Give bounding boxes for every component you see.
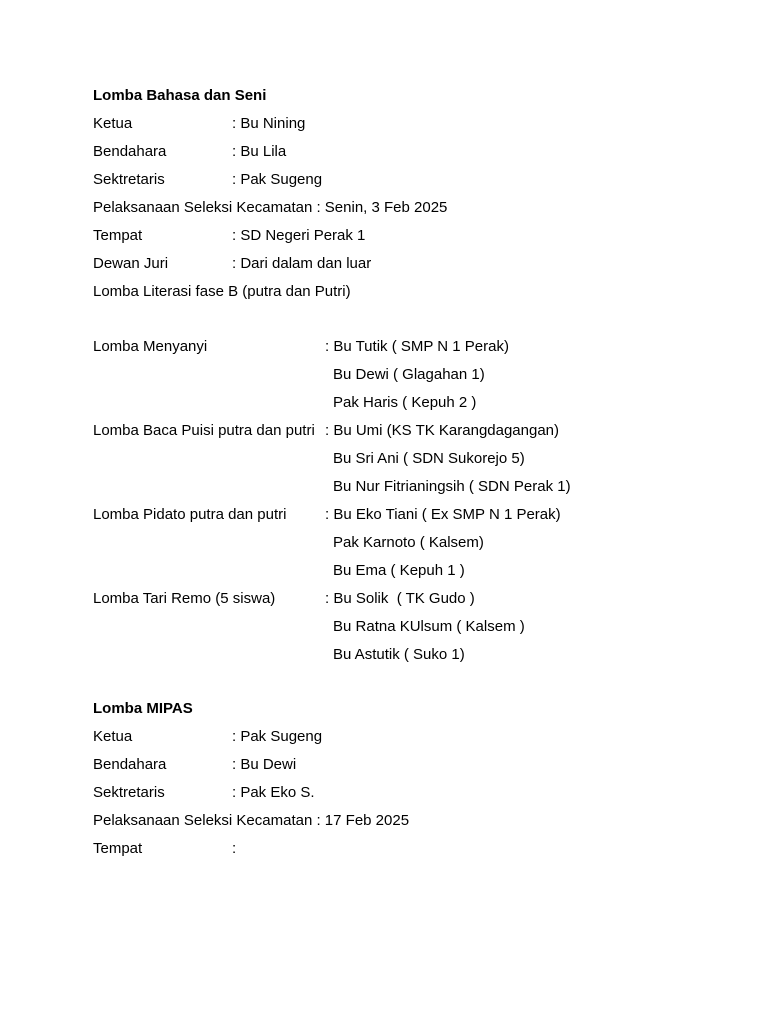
- judge-line: Pak Haris ( Kepuh 2 ): [333, 394, 477, 411]
- section-heading-bahasa-seni: Lomba Bahasa dan Seni: [93, 87, 267, 104]
- tempat-label: Tempat: [93, 227, 143, 244]
- judge-line: Bu Ema ( Kepuh 1 ): [333, 562, 465, 579]
- judge-line: Bu Nur Fitrianingsih ( SDN Perak 1): [333, 478, 571, 495]
- tempat-value: : SD Negeri Perak 1: [232, 227, 366, 244]
- ketua-label: Ketua: [93, 115, 133, 132]
- judge-line: : Bu Umi (KS TK Karangdagangan): [325, 422, 560, 439]
- competition-name: Lomba Baca Puisi putra dan putri: [93, 422, 315, 439]
- bendahara-label: Bendahara: [93, 756, 167, 773]
- judge-line: : Bu Eko Tiani ( Ex SMP N 1 Perak): [325, 506, 561, 523]
- competition-name: Lomba Menyanyi: [93, 338, 208, 355]
- judge-line: Bu Dewi ( Glagahan 1): [333, 366, 485, 383]
- sekretaris-label: Sektretaris: [93, 784, 165, 801]
- competition-name: Lomba Pidato putra dan putri: [93, 506, 287, 523]
- tempat-value: :: [232, 840, 237, 857]
- sekretaris-value: : Pak Sugeng: [232, 171, 323, 188]
- bendahara-value: : Bu Lila: [232, 143, 287, 160]
- section-heading-mipas: Lomba MIPAS: [93, 700, 193, 717]
- ketua-value: : Bu Nining: [232, 115, 306, 132]
- judge-line: Bu Sri Ani ( SDN Sukorejo 5): [333, 450, 525, 467]
- bendahara-value: : Bu Dewi: [232, 756, 297, 773]
- judge-line: : Bu Solik ( TK Gudo ): [325, 590, 475, 607]
- judge-line: Bu Ratna KUlsum ( Kalsem ): [333, 618, 525, 635]
- sekretaris-label: Sektretaris: [93, 171, 165, 188]
- competition-name: Lomba Tari Remo (5 siswa): [93, 590, 276, 607]
- tempat-label: Tempat: [93, 840, 143, 857]
- dewan-juri-value: : Dari dalam dan luar: [232, 255, 372, 272]
- literasi-line: Lomba Literasi fase B (putra dan Putri): [93, 283, 351, 300]
- ketua-value: : Pak Sugeng: [232, 728, 323, 745]
- dewan-juri-label: Dewan Juri: [93, 255, 169, 272]
- judge-line: Pak Karnoto ( Kalsem): [333, 534, 484, 551]
- pelaksanaan-line: Pelaksanaan Seleksi Kecamatan : 17 Feb 2025: [93, 812, 410, 829]
- pelaksanaan-line: Pelaksanaan Seleksi Kecamatan : Senin, 3 Feb 2025: [93, 199, 448, 216]
- judge-line: Bu Astutik ( Suko 1): [333, 646, 465, 663]
- ketua-label: Ketua: [93, 728, 133, 745]
- judge-line: : Bu Tutik ( SMP N 1 Perak): [325, 338, 509, 355]
- sekretaris-value: : Pak Eko S.: [232, 784, 315, 801]
- bendahara-label: Bendahara: [93, 143, 167, 160]
